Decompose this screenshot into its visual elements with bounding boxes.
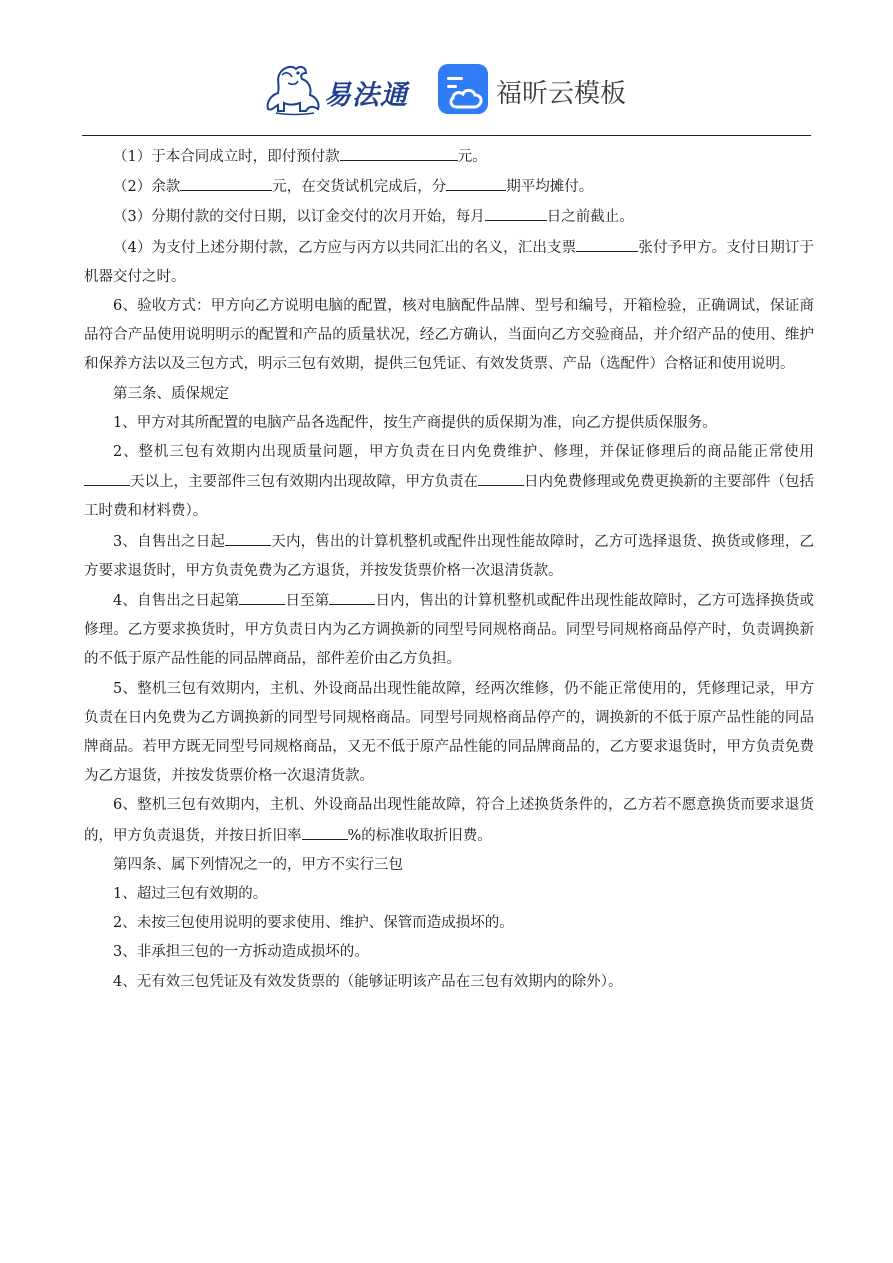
fill-in-blank bbox=[485, 202, 547, 221]
paragraph bbox=[84, 438, 814, 527]
paragraph-text: 日至第 bbox=[285, 593, 330, 610]
foxit-cloud-template-logo-text: 福昕云模板 bbox=[496, 79, 627, 109]
paragraph-text: 1、甲方对其所配置的电脑产品各选配件，按生产商提供的质保期为准，向乙方提供质保服务。 bbox=[113, 414, 717, 431]
paragraph bbox=[84, 938, 814, 967]
paragraph-text: %的标准收取折旧费。 bbox=[347, 827, 492, 844]
paragraph-text: 4、无有效三包凭证及有效发货票的（能够证明该产品在三包有效期内的除外）。 bbox=[113, 973, 623, 990]
paragraph bbox=[84, 851, 814, 880]
fill-in-blank bbox=[239, 586, 285, 605]
paragraph-text: （2）余款 bbox=[113, 179, 181, 196]
yifatong-logo-text: 易法通 bbox=[324, 80, 408, 111]
paragraph bbox=[84, 791, 814, 850]
paragraph-text: （3）分期付款的交付日期，以订金交付的次月开始，每月 bbox=[113, 209, 485, 226]
fill-in-blank bbox=[446, 172, 506, 191]
paragraph-text: 1、超过三包有效期的。 bbox=[113, 886, 268, 903]
paragraph bbox=[84, 292, 814, 380]
paragraph-text: 4、自售出之日起第 bbox=[113, 593, 240, 610]
fill-in-blank bbox=[302, 821, 348, 840]
header-divider bbox=[82, 135, 811, 136]
paragraph bbox=[84, 880, 814, 909]
paragraph bbox=[84, 968, 814, 997]
paragraph bbox=[84, 909, 814, 938]
paragraph-text: 天内，售出的计算机整机或配件出现性能故障时，乙方可选择退货、换货或修理，乙方要求退货时，甲方负责免费为乙方退货，并按发货票价格一次退清货款。 bbox=[84, 533, 814, 579]
yifatong-logo bbox=[262, 61, 422, 119]
paragraph-text: 3、自售出之日起 bbox=[113, 533, 226, 550]
cloud-document-icon bbox=[437, 63, 489, 115]
paragraph bbox=[84, 380, 814, 409]
paragraph-text: 6、验收方式：甲方向乙方说明电脑的配置，核对电脑配件品牌、型号和编号，开箱检验，正确调试，保证商品符合产品使用说明明示的配置和产品的质量状况，经乙方确认，当面向乙方交验商品，并介绍产品的使用、维护和保养方法以及三包方式，明示三包有效期，提供三包凭证、有效发货票、产品（选配件）合格证和使用说明。 bbox=[84, 298, 814, 373]
paragraph-text: 元。 bbox=[457, 149, 487, 165]
paragraph bbox=[84, 233, 814, 292]
foxit-cloud-template-logo bbox=[437, 63, 637, 115]
fill-in-blank bbox=[225, 527, 271, 546]
paragraph bbox=[84, 586, 814, 675]
paragraph-text: 天以上，主要部件三包有效期内出现故障，甲方负责在 bbox=[130, 474, 478, 491]
paragraph-text: 日内免费修理或免费更换新的主要部件（包括工时费和材料费）。 bbox=[84, 474, 814, 520]
fill-in-blank bbox=[340, 142, 458, 161]
paragraph-text: 2、未按三包使用说明的要求使用、维护、保管而造成损坏的。 bbox=[113, 915, 514, 932]
fill-in-blank bbox=[329, 586, 375, 605]
paragraph-text: （4）为支付上述分期付款，乙方应与丙方以共同汇出的名义，汇出支票 bbox=[113, 239, 577, 256]
paragraph-text: （1）于本合同成立时，即付预付款 bbox=[113, 149, 340, 165]
paragraph-text: 3、非承担三包的一方拆动造成损坏的。 bbox=[113, 944, 369, 961]
paragraph-text: 日内，售出的计算机整机或配件出现性能故障时，乙方可选择换货或修理。乙方要求换货时，甲方负责日内为乙方调换新的同型号同规格商品。同型号同规格商品停产时，负责调换新的不低于原产品性能的同品牌商品，部件差价由乙方负担。 bbox=[84, 593, 814, 668]
paragraph-text: 期平均摊付。 bbox=[506, 179, 594, 196]
paragraph bbox=[84, 675, 814, 792]
paragraph-text: 6、整机三包有效期内，主机、外设商品出现性能故障，符合上述换货条件的，乙方若不愿意换货而要求退货的，甲方负责退货，并按日折旧率 bbox=[84, 797, 814, 844]
paragraph-text: 日之前截止。 bbox=[546, 209, 634, 226]
document-body bbox=[84, 142, 814, 997]
paragraph-text: 5、整机三包有效期内，主机、外设商品出现性能故障，经两次维修，仍不能正常使用的，凭修理记录，甲方负责在日内免费为乙方调换新的同型号同规格商品。同型号同规格商品停产的，调换新的不低于原产品性能的同品牌商品。若甲方既无同型号同规格商品，又无不低于原产品性能的同品牌商品的，乙方要求退货时，甲方负责免费为乙方退货，并按发货票价格一次退清货款。 bbox=[84, 680, 814, 785]
paragraph-text: 2、整机三包有效期内出现质量问题，甲方负责在日内免费维护、修理，并保证修理后的商品能正常使用 bbox=[113, 444, 814, 461]
paragraph bbox=[84, 172, 814, 202]
paragraph-text: 第三条、质保规定 bbox=[113, 385, 229, 402]
paragraph-text: 张付予甲方。支付日期订于机器交付之时。 bbox=[84, 239, 814, 285]
page-header bbox=[0, 55, 893, 125]
paragraph-text: 第四条、属下列情况之一的，甲方不实行三包 bbox=[113, 856, 403, 873]
paragraph bbox=[84, 202, 814, 232]
paragraph bbox=[84, 409, 814, 438]
paragraph-text: 元，在交货试机完成后，分 bbox=[272, 179, 447, 196]
paragraph bbox=[84, 142, 814, 172]
fill-in-blank bbox=[180, 172, 272, 191]
fill-in-blank bbox=[84, 467, 130, 486]
qilin-icon bbox=[262, 61, 324, 117]
fill-in-blank bbox=[478, 467, 524, 486]
fill-in-blank bbox=[576, 233, 638, 252]
paragraph bbox=[84, 527, 814, 586]
